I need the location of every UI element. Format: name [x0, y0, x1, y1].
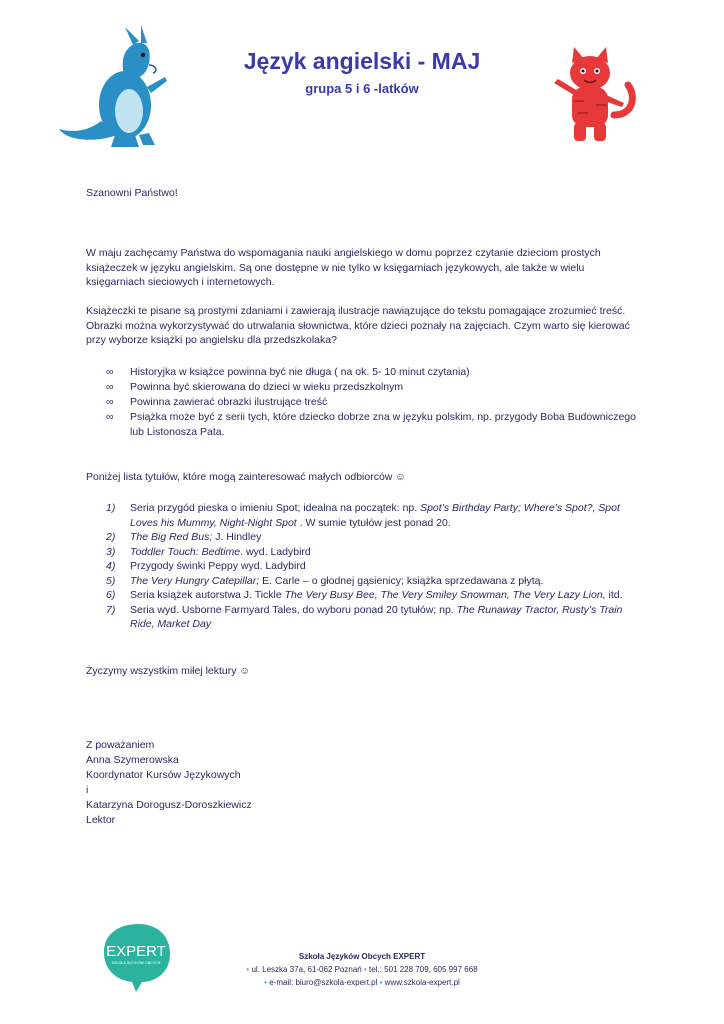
signature-name: Anna Szymerowska: [86, 754, 179, 766]
footer-address: ul. Leszka 37a, 61-062 Poznań: [251, 965, 362, 974]
svg-text:EXPERT: EXPERT: [106, 943, 166, 960]
page-subtitle: grupa 5 i 6 -latków: [305, 81, 419, 96]
footer-email[interactable]: e-mail: biuro@szkola-expert.pl: [269, 978, 378, 987]
signature-closing: Z poważaniem: [86, 739, 155, 751]
list-item: 1) Seria przygód pieska o imieniu Spot; idealna na początek: np. Spot’s Birthday Party; Where’s Spot?, Spot Loves his Mummy, Night-Night Spot . W sumie tytułów jest ponad 20.: [106, 502, 620, 529]
paragraph-intro: W maju zachęcamy Państwa do wspomagania nauki angielskiego w domu poprzez czytanie dzieciom prostych książeczek w języku angielskim. Są one dostępne w nie tylko w księgarniach językowych, ale także w wielu księgarniach sieciowych i internetowych.: [86, 247, 601, 288]
criteria-list: [106, 365, 646, 440]
list-item: ∞ Powinna być skierowana do dzieci w wieku przedszkolnym: [106, 381, 404, 393]
cat-illustration: [544, 45, 639, 145]
bullet-symbol: ∞: [106, 366, 114, 378]
greeting: Szanowni Państwo!: [86, 187, 178, 199]
list-item: 2) The Big Red Bus; J. Hindley: [106, 531, 262, 543]
list-item: ∞ Historyjka w książce powinna być nie długa ( na ok. 5- 10 minut czytania): [106, 366, 470, 378]
svg-text:SZKOŁA JĘZYKÓW OBCYCH: SZKOŁA JĘZYKÓW OBCYCH: [111, 961, 161, 965]
list-item: 3) Toddler Touch: Bedtime. wyd. Ladybird: [106, 545, 311, 558]
signature-name: Katarzyna Dorogusz-Doroszkiewicz: [86, 799, 252, 811]
list-item: ∞ Psiążka może być z serii tych, które dziecko dobrze zna w języku polskim, np. przygody Boba Budowniczego lub Listonosza Pata.: [106, 411, 636, 438]
footer: [0, 950, 724, 989]
signature-role: Lektor: [86, 814, 116, 826]
bullet-symbol: ∞: [106, 396, 114, 408]
footer-website[interactable]: www.szkola-expert.pl: [384, 978, 460, 987]
list-item: 5) The Very Hungry Catepillar; E. Carle – o głodnej gąsienicy; książka sprzedawana z płytą.: [106, 574, 544, 587]
signature-role: Koordynator Kursów Językowych: [86, 769, 241, 781]
page-title: Język angielski - MAJ: [243, 48, 481, 74]
list-item: ∞ Powinna zawierać obrazki ilustrujące treść: [106, 396, 328, 408]
footer-school-name: Szkoła Języków Obcych EXPERT: [298, 952, 426, 961]
book-titles-list: [106, 501, 646, 632]
footer-contact-line: • ul. Leszka 37a, 61-062 Poznań • tel.: 501 228 709, 605 997 668: [246, 965, 478, 974]
list-item: 6) Seria książek autorstwa J. Tickle The Very Busy Bee, The Very Smiley Snowman, The Very Lazy Lion, itd.: [106, 589, 623, 601]
paragraph-titles-intro: Poniżej lista tytułów, które mogą zainteresować małych odbiorców ☺: [86, 471, 407, 483]
paragraph-books: Książeczki te pisane są prostymi zdaniami i zawierają ilustracje nawiązujące do tekstu pomagające zrozumieć treść. Obrazki można wykorzystywać do utrwalania słownictwa, które dzieci poznały na zajęciach. Czym warto się kierować przy wyborze książki po angielsku dla przedszkolaka?: [86, 305, 630, 346]
footer-web-line: • e-mail: biuro@szkola-expert.pl • www.szkola-expert.pl: [264, 978, 460, 987]
bullet-symbol: ∞: [106, 411, 114, 423]
list-item: 7) Seria wyd. Usborne Farmyard Tales, do wyboru ponad 20 tytułów; np. The Runaway Tractor, Rusty’s Train Ride, Market Day: [106, 603, 623, 630]
signature-and: i: [86, 784, 89, 796]
signature-block: [86, 738, 646, 828]
list-item: 4) Przygody świnki Peppy wyd. Ladybird: [106, 560, 306, 572]
bullet-symbol: ∞: [106, 381, 114, 393]
paragraph-closing-wish: Życzymy wszystkim miłej lektury ☺: [86, 665, 251, 677]
footer-phone: tel.: 501 228 709, 605 997 668: [369, 965, 478, 974]
